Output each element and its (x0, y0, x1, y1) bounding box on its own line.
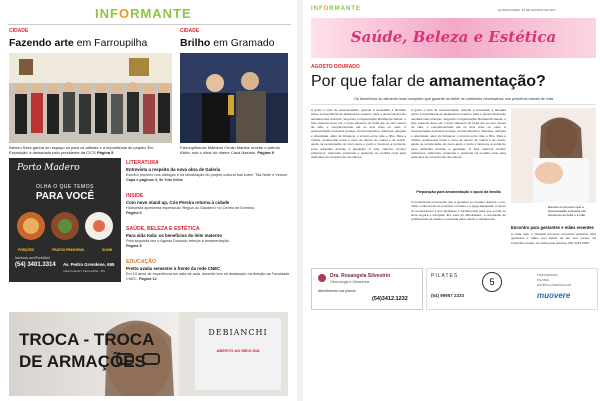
brand-logo: INFORMANTE (95, 6, 192, 21)
section-headline: Pretto avalia semestre à frente da rede CNEC (126, 266, 221, 271)
section-text: Pela segunda vez o Agosto Dourado reforça a amamentação. Página 5 (126, 239, 230, 248)
story-title: Fazendo arte em Farroupilha (9, 37, 148, 49)
banner-title: Saúde, Beleza e Estética (350, 28, 557, 46)
article-title: Por que falar de amamentação? (311, 73, 546, 90)
restaurant-logo: Porto Madero (17, 163, 80, 173)
header-brand: INFORMANTE (311, 6, 362, 12)
store-info (195, 318, 281, 390)
social-link[interactable]: facebook.com/PortoMad (15, 256, 50, 260)
article-body: A gosto é mês de amamentação, quando a sociedade é alertada sobre a importância do aleitamento materno para o desenvolvimento saudável das crianças. Segundo a Organização Mundial da Saúde, o leite materno deve ser o único alimento do bebê até os seis meses de vida, e complementado até os dois anos ou mais. A amamentação exclusiva protege contra infecções, diarreias, alergias e obesidade, além de fortalecer o vínculo entre mãe e filho. Para a mulher, amamentar reduz o risco de câncer de mama e de ovário, ajuda na recuperação do útero após o parto e favorece a perda de peso adquirido durante a gestação. O leite materno contém anticorpos, vitaminas, proteínas e gorduras na medida certa para cada fase do crescimento da criança. (311, 108, 406, 160)
divider (311, 104, 596, 105)
story-kicker: CIDADE (9, 28, 29, 34)
ad-big: PARA VOCÊ (35, 191, 95, 202)
store-brand: DEBIANCHI (208, 328, 268, 337)
clinic-icon (318, 274, 326, 282)
ad-line1: TROCA - TROCA (19, 330, 155, 349)
mother-baby-photo (511, 108, 596, 203)
section-label: EDUCAÇÃO (126, 259, 156, 265)
box-text: A cada mês, o Hospital promove encontros gratuitos para gestantes e mães com bebês de até seis meses. As inscrições podem ser feitas pelo telefone (54) 3261.6025. (511, 232, 596, 245)
doctor-ad[interactable] (311, 268, 423, 310)
glasses-ad[interactable] (9, 312, 288, 396)
article-body-cont: A gosto é mês de amamentação, quando a sociedade é alertada sobre a importância do aleitamento materno para o desenvolvimento saudável das crianças. Segundo a Organização Mundial da Saúde, o leite materno deve ser o único alimento do bebê até os seis meses de vida, e complementado até os dois anos ou mais. A amamentação exclusiva protege contra infecções, diarreias, alergias e obesidade, além de fortalecer o vínculo entre mãe e filho. Para a mulher, amamentar reduz o risco de câncer de mama e de ovário, ajuda na recuperação do útero após o parto e favorece a perda de peso adquirido durante a gestação. O leite materno contém anticorpos, vitaminas, proteínas e gorduras na medida certa para cada fase do crescimento da criança. (411, 108, 506, 160)
section-text: Em 10 anos de experiência em sala de aula, docente tem se destacado na direção da Faculdade CNEC. Página 12 (126, 272, 290, 281)
story-title: Brilho em Gramado (180, 37, 275, 49)
ad-phone: (54) 3401.3314 (15, 262, 56, 268)
article-body2: O profissional recomenda que a gestante se prepare durante o pré-natal, conhecendo as posições corretas e a pega adequada. O apoio do companheiro e dos familiares é fundamental para que a mãe se sinta segura e tranquila. Em caso de dificuldades, a orientação de profissionais de saúde é essencial para manter o aleitamento. (411, 200, 506, 222)
section-label: SAÚDE, BELEZA E ESTÉTICA (126, 226, 200, 232)
photo-caption: Estudos comprovam que a amamentação exclusiva traz benefícios ao bebê e à mãe (548, 205, 587, 217)
right-page (303, 0, 600, 401)
ad-tagline: OLHA O QUE TEMOS (36, 184, 94, 190)
menu-items: PORÇÕES PRATOS PRINCIPAIS SUSHI (18, 248, 112, 252)
pilates-services: FISIOTERAPIA PILATES ESTÉTICA PARTICULAR (537, 273, 572, 287)
article-kicker: AGOSTO DOURADO (311, 64, 360, 70)
box-title: Encontro para gestantes e mães recentes (511, 225, 594, 230)
section-headline: Entrevista a respeito da nova obra de Galeria (126, 167, 221, 172)
doctor-spec: Ginecologia e Obstetrícia (330, 280, 370, 284)
pilates-ad[interactable] (426, 268, 598, 310)
store-open: ABERTO AO MEIO DIA (216, 348, 260, 353)
divider (8, 24, 291, 25)
pilates-logo: 5 (482, 272, 502, 292)
group-photo (9, 53, 172, 143)
left-page (0, 0, 297, 401)
story-caption: Farroupilhense Matheus Ceolin Martins recebe o prêmio Kikito, sob o olhar do diretor Cacá Nazario. Página 9 (180, 145, 280, 155)
section-text: Humorista apresenta espetáculo 'Regua do Gaudério' no Centro de Eventos Página 5 (126, 206, 255, 215)
doctor-phone: (54)3412.1232 (372, 296, 408, 302)
section-headline: Com novo stand up, Cris Pereira retorna à cidade (126, 200, 230, 205)
section-label: LITERATURA (126, 160, 159, 166)
section-text: Escritor pioneiro nos diálogos e na idealização do projeto cultural fala sobre 'Tita Noite e Versos' Capa e páginas 3, 9e 'Inte Inline (126, 173, 288, 182)
food-images (15, 206, 115, 246)
doctor-name: Dra. Rosangela Silvestrin (330, 273, 391, 279)
ad-line2: DE ARMAÇÕES (19, 352, 146, 371)
story-caption: Ateneu Sesc ganha um espaço só para os artistas e a importância do projeto 'Em Exposição' é destacada pelo presidente da CICS Página 5 (9, 145, 154, 155)
ad-city: Volta Grande | Farroupilha - RS (63, 269, 105, 273)
pilates-phone: (54) 99957 2333 (431, 293, 465, 298)
pilates-title: PILATES (431, 273, 459, 279)
story-kicker: CIDADE (180, 28, 200, 34)
doctor-info: Atendimento nos planos (318, 289, 356, 293)
section-label: INSIDE (126, 193, 144, 199)
header-date: QUARTA-FEIRA, 16 DE AGOSTO DE 2017 (498, 8, 557, 12)
section-banner (311, 18, 596, 58)
article-dek: Os benefícios do alimento mais completo que garante ao bebê os nutrientes necessários nos primeiros meses de vida (353, 97, 554, 101)
sub-heading: Preparação para amamentação e apoio da família (416, 190, 501, 194)
section-headline: Para vida toda: os benefícios do leite materno (126, 233, 222, 238)
restaurant-ad[interactable] (9, 158, 121, 282)
award-photo (180, 53, 288, 143)
pilates-brand: muovere (537, 291, 571, 300)
ad-address: Av. Pedro Grendene, 655 (63, 262, 115, 267)
